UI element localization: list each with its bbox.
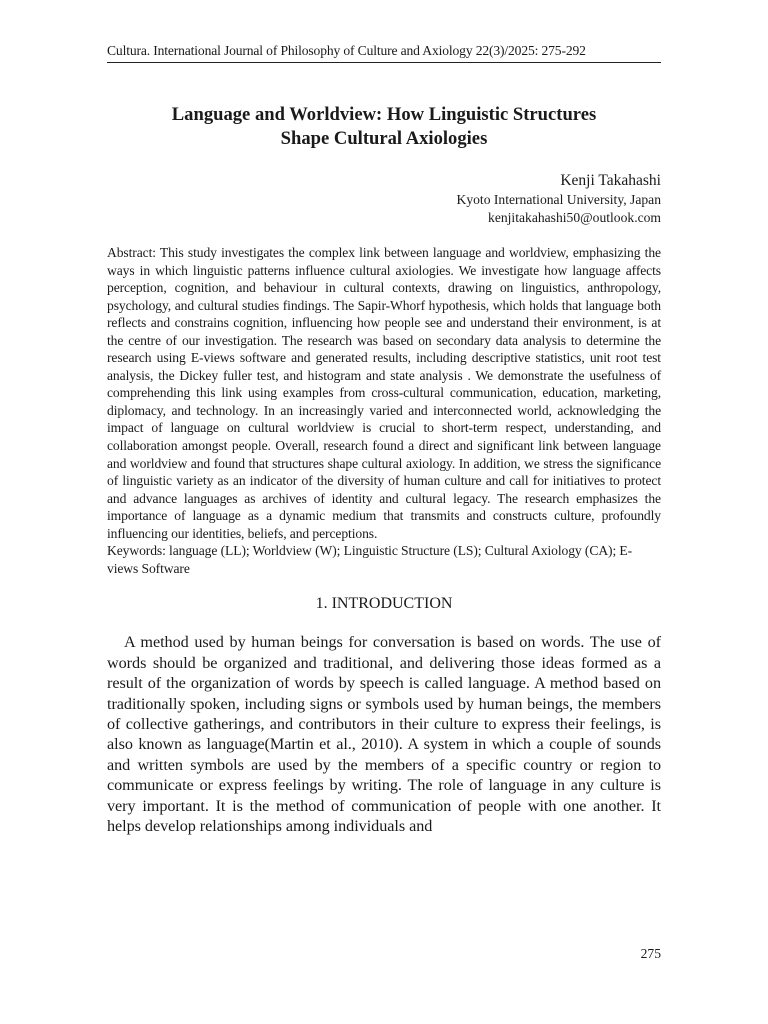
article-title	[107, 103, 661, 151]
author-affiliation: Kyoto International University, Japan	[456, 192, 661, 207]
page-number: 275	[640, 946, 661, 961]
running-header: Cultura. International Journal of Philosophy of Culture and Axiology 22(3)/2025: 275-292	[107, 42, 661, 63]
author-block	[107, 171, 661, 227]
journal-page	[107, 42, 661, 836]
introduction-paragraph: A method used by human beings for conversation is based on words. The use of words should be organized and traditional, and delivering those ideas formed as a result of the organization of words by speech is called language. A method based on traditionally spoken, including signs or symbols used by human beings, the members of collective gatherings, and contributors in their culture to express their feelings, is also known as language(Martin et al., 2010). A system in which a couple of sounds and written symbols are used by the members of a specific country or region to communicate or express feelings by writing. The role of language in any culture is very important. It is the method of communication of people with one another. It helps develop relationships among individuals and	[107, 633, 661, 836]
author-email: kenjitakahashi50@outlook.com	[488, 210, 661, 225]
article-title-line-2: Shape Cultural Axiologies	[280, 128, 488, 149]
author-name: Kenji Takahashi	[560, 172, 661, 189]
abstract: Abstract: This study investigates the complex link between language and worldview, emphasizing the ways in which linguistic patterns influence cultural axiologies. We investigate how language affects perception, cognition, and behaviour in cultural contexts, drawing on linguistics, anthropology, psychology, and cultural studies findings. The Sapir-Whorf hypothesis, which holds that language both reflects and constrains cognition, influencing how people see and understand their environment, is at the centre of our investigation. The research was based on secondary data analysis to determine the research using E-views software and generated results, including descriptive statistics, unit root test analysis, the Dickey fuller test, and histogram and state analysis . We demonstrate the usefulness of comprehending this link using examples from cross-cultural communication, education, marketing, diplomacy, and technology. In an increasingly varied and interconnected world, acknowledging the impact of language on cultural worldview is crucial to short-term respect, understanding, and collaboration amongst people. Overall, research found a direct and significant link between language and worldview and found that structures shape cultural axiology. In addition, we stress the significance of linguistic variety as an indicator of the diversity of human culture and call for initiatives to protect and advance languages as archives of identity and cultural legacy. The research emphasizes the importance of language as a dynamic medium that transmits and constructs culture, profoundly influencing our identities, beliefs, and perceptions.	[107, 245, 661, 541]
keywords: Keywords: language (LL); Worldview (W); Linguistic Structure (LS); Cultural Axiology (CA); E-views Software	[107, 543, 633, 576]
article-title-line-1: Language and Worldview: How Linguistic Structures	[171, 104, 597, 125]
section-heading-introduction: 1. INTRODUCTION	[315, 595, 453, 613]
